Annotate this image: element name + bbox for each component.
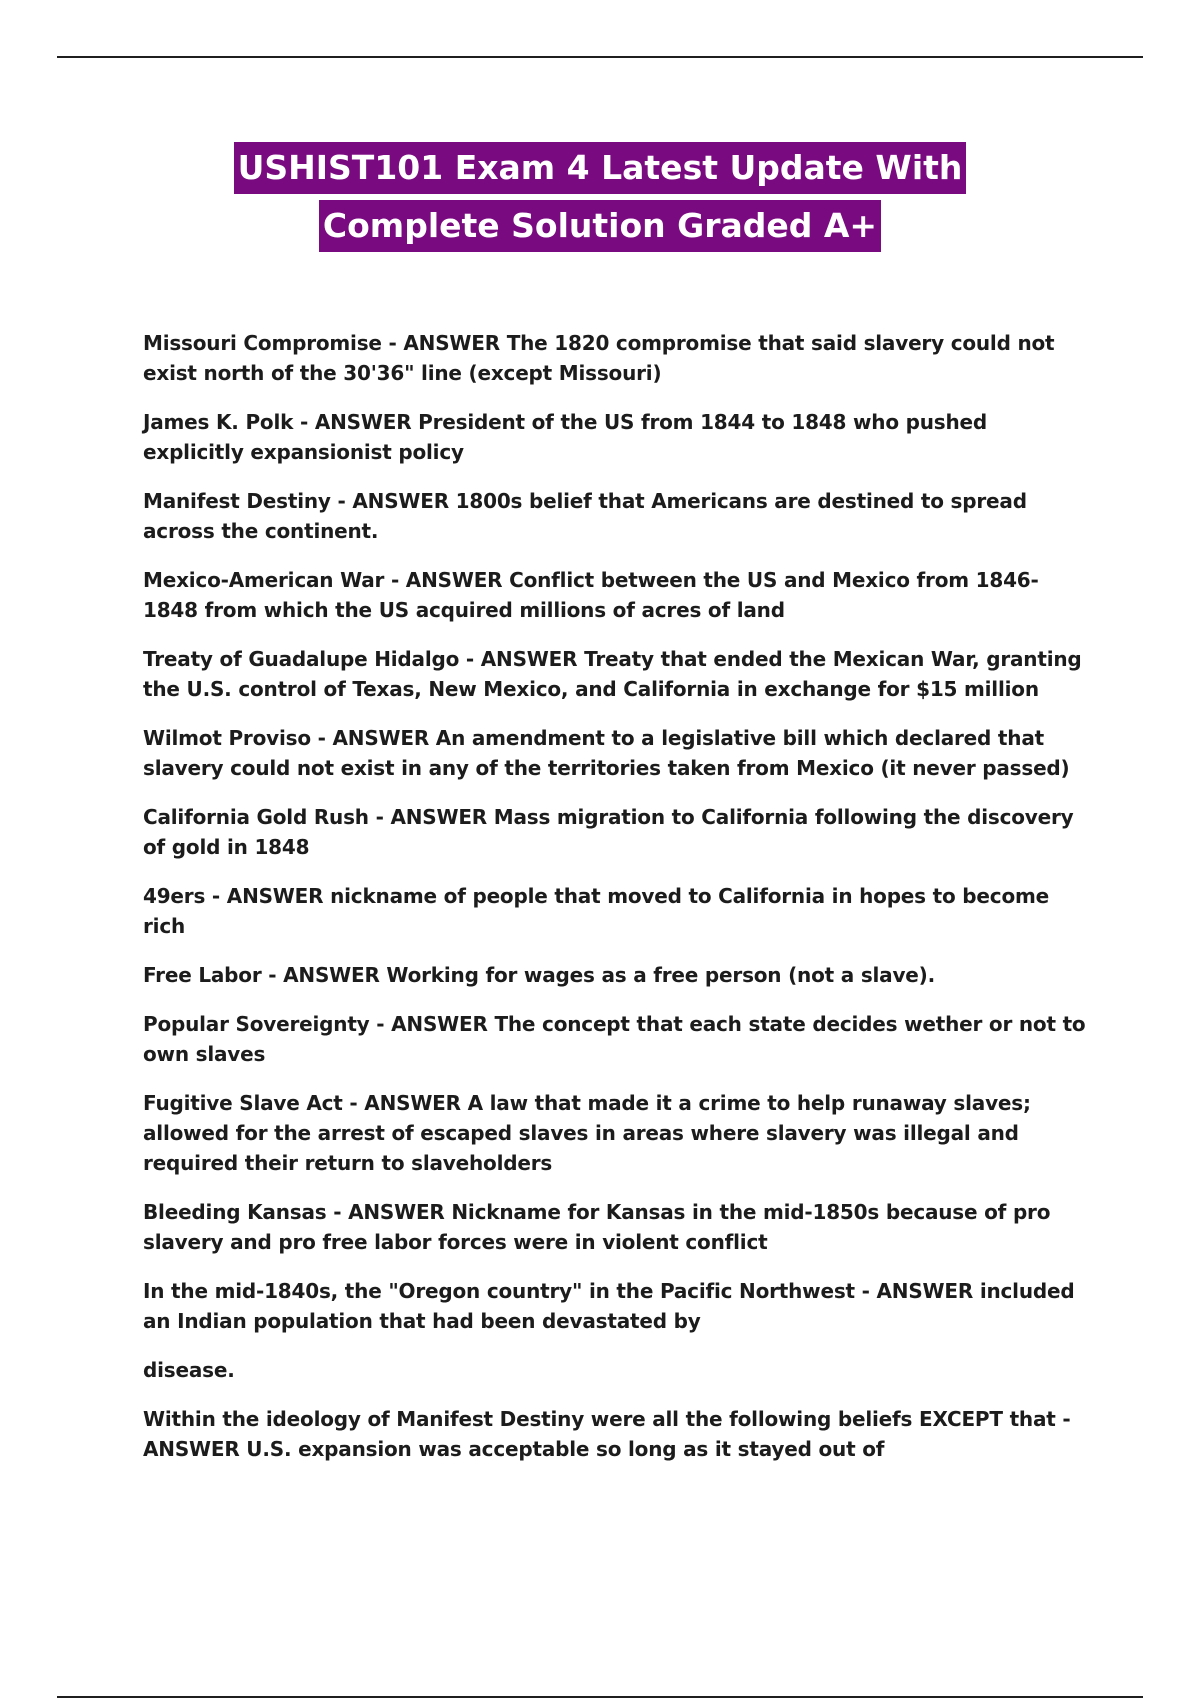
qa-entry-free-labor: Free Labor - ANSWER Working for wages as a free person (not a slave). bbox=[143, 963, 936, 987]
title-line-1: USHIST101 Exam 4 Latest Update With bbox=[234, 142, 967, 194]
qa-entry-california-gold-rush: California Gold Rush - ANSWER Mass migration to California following the discovery of gold in 1848 bbox=[143, 805, 1074, 859]
qa-entry-manifest-destiny: Manifest Destiny - ANSWER 1800s belief that Americans are destined to spread across the continent. bbox=[143, 489, 1027, 543]
header-rule bbox=[57, 56, 1143, 58]
qa-entry-49ers: 49ers - ANSWER nickname of people that moved to California in hopes to become rich bbox=[143, 884, 1049, 938]
qa-entry-manifest-destiny-except: Within the ideology of Manifest Destiny were all the following beliefs EXCEPT that - ANSWER U.S. expansion was acceptable so long as it stayed out of bbox=[143, 1407, 1071, 1461]
qa-entry-bleeding-kansas: Bleeding Kansas - ANSWER Nickname for Kansas in the mid-1850s because of pro slavery and pro free labor forces were in violent conflict bbox=[143, 1200, 1051, 1254]
qa-entry-popular-sovereignty: Popular Sovereignty - ANSWER The concept that each state decides wether or not to own slaves bbox=[143, 1012, 1086, 1066]
qa-entry-treaty-guadalupe-hidalgo: Treaty of Guadalupe Hidalgo - ANSWER Treaty that ended the Mexican War, granting the U.S. control of Texas, New Mexico, and California in exchange for $15 million bbox=[143, 647, 1082, 701]
qa-entry-james-k-polk: James K. Polk - ANSWER President of the US from 1844 to 1848 who pushed explicitly expansionist policy bbox=[143, 410, 988, 464]
qa-entry-oregon-country-continued: disease. bbox=[143, 1358, 235, 1382]
document-title bbox=[0, 142, 1200, 258]
footer-rule bbox=[57, 1696, 1143, 1698]
qa-entry-mexico-american-war: Mexico-American War - ANSWER Conflict between the US and Mexico from 1846-1848 from which the US acquired millions of acres of land bbox=[143, 568, 1039, 622]
qa-entry-fugitive-slave-act: Fugitive Slave Act - ANSWER A law that made it a crime to help runaway slaves; allowed for the arrest of escaped slaves in areas where slavery was illegal and required their return to slaveholders bbox=[143, 1091, 1031, 1175]
qa-list bbox=[143, 328, 1093, 1483]
qa-entry-missouri-compromise: Missouri Compromise - ANSWER The 1820 compromise that said slavery could not exist north of the 30'36" line (except Missouri) bbox=[143, 331, 1055, 385]
qa-entry-oregon-country: In the mid-1840s, the "Oregon country" in the Pacific Northwest - ANSWER included an Indian population that had been devastated by bbox=[143, 1279, 1075, 1333]
title-line-2: Complete Solution Graded A+ bbox=[319, 200, 881, 252]
qa-entry-wilmot-proviso: Wilmot Proviso - ANSWER An amendment to a legislative bill which declared that slavery could not exist in any of the territories taken from Mexico (it never passed) bbox=[143, 726, 1070, 780]
